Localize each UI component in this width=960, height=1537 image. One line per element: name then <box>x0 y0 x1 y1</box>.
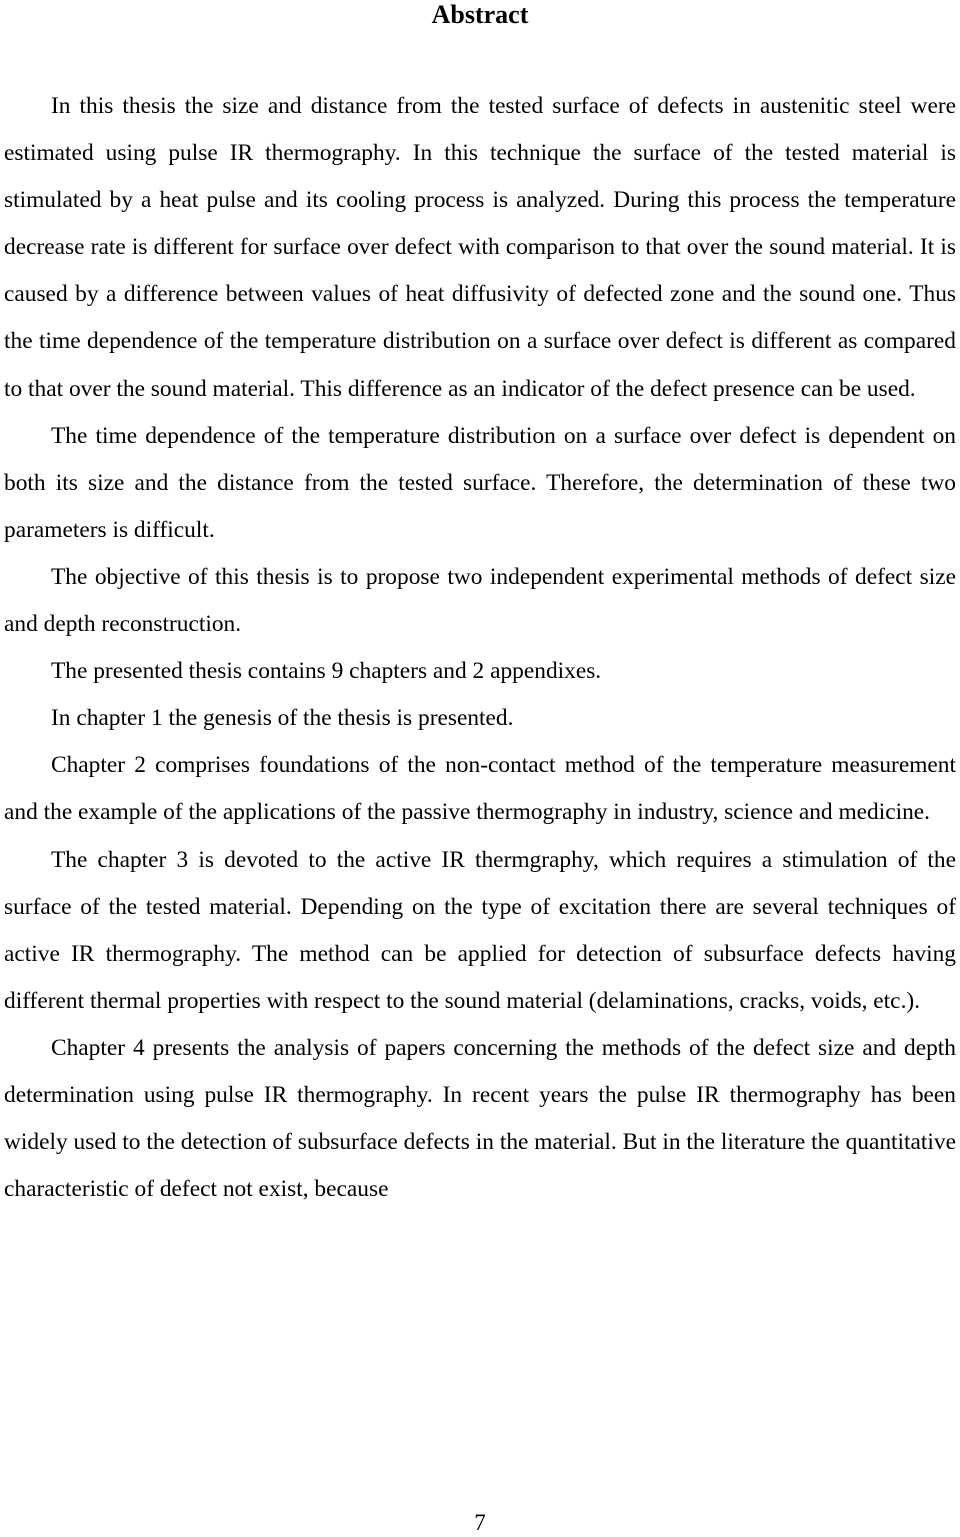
page-number: 7 <box>474 1510 486 1535</box>
page-title: Abstract <box>431 0 529 29</box>
paragraph-chapter-1: In chapter 1 the genesis of the thesis is presented. <box>51 705 514 732</box>
paragraph-chapter-4: Chapter 4 presents the analysis of papers concerning the methods of the defect size and depth determination using pulse IR thermography. In recent years the pulse IR thermography has been widely used to the detection of subsurface defects in the material. But in the literature the quantitative characteristic of defect not exist, because <box>4 1034 956 1203</box>
paragraph-objective: The objective of this thesis is to propose two independent experimental methods of defect size and depth reconstruction. <box>4 563 956 638</box>
paragraph-structure: The presented thesis contains 9 chapters and 2 appendixes. <box>51 658 602 685</box>
paragraph-chapter-3: The chapter 3 is devoted to the active IR thermgraphy, which requires a stimulation of the surface of the tested material. Depending on the type of excitation there are several techniques of active IR thermography. The method can be applied for detection of subsurface defects having different thermal properties with respect to the sound material (delaminations, cracks, voids, etc.). <box>4 846 956 1014</box>
abstract-body <box>4 83 956 1213</box>
paragraph-time-dependence: The time dependence of the temperature distribution on a surface over defect is dependent on both its size and the distance from the tested surface. Therefore, the determination of these two parameters is difficult. <box>4 422 956 543</box>
paragraph-chapter-2: Chapter 2 comprises foundations of the non-contact method of the temperature measurement and the example of the applications of the passive thermography in industry, science and medicine. <box>4 752 956 826</box>
paragraph-intro: In this thesis the size and distance from the tested surface of defects in austenitic steel were estimated using pulse IR thermography. In this technique the surface of the tested material is stimulated by a heat pulse and its cooling process is analyzed. During this process the temperature decrease rate is different for surface over defect with comparison to that over the sound material. It is caused by a difference between values of heat diffusivity of defected zone and the sound one. Thus the time dependence of the temperature distribution on a surface over defect is different as compared to that over the sound material. This difference as an indicator of the defect presence can be used. <box>4 93 956 402</box>
document-page <box>4 0 956 1203</box>
